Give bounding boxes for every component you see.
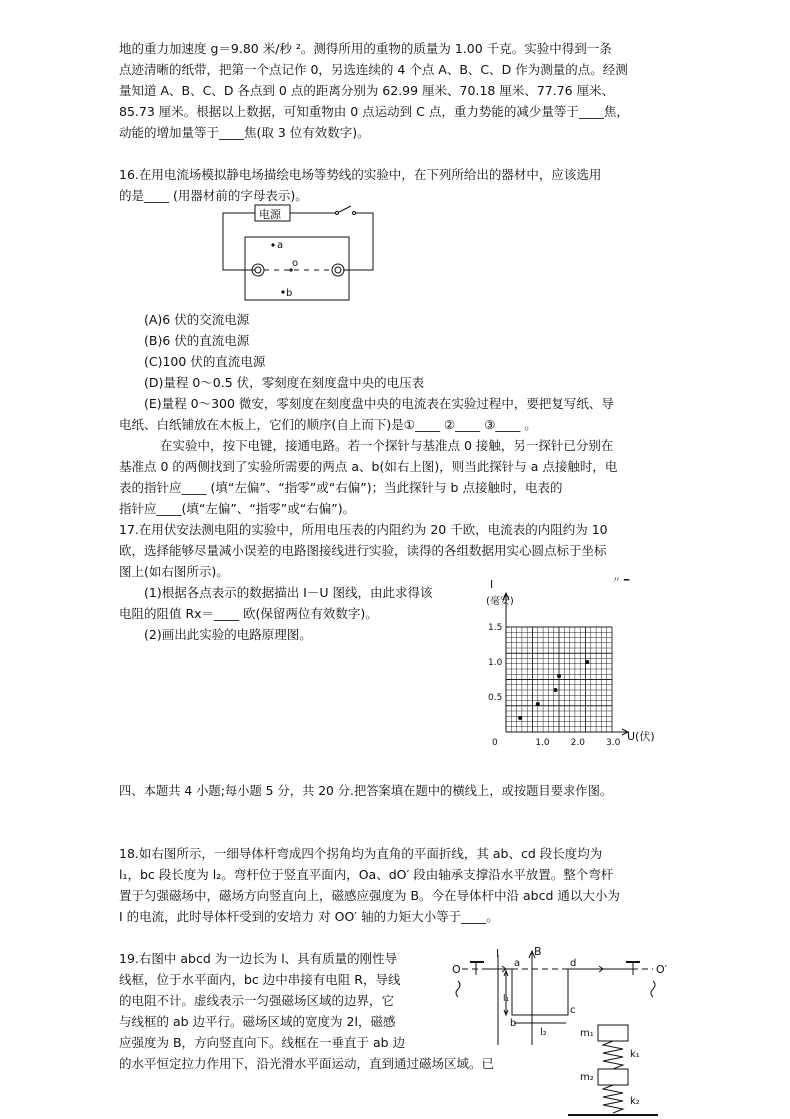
q17-line-2: 欧，选择能够尽量减小误差的电路图接线进行实验，读得的各组数据用实心圆点标于坐标 — [119, 543, 607, 558]
y-tick-label: 1.5 — [488, 623, 503, 633]
label-O: O — [452, 963, 461, 976]
switch-icon — [337, 206, 351, 213]
spring-k2 — [603, 1085, 623, 1113]
point-a-dot — [271, 243, 274, 246]
source-label: 电源 — [259, 208, 281, 221]
q15-line-5: 动能的增加量等于____焦(取 3 位有效数字)。 — [119, 125, 370, 140]
q19-line-3: 的电阻不计。虚线表示一匀强磁场区域的边界，它 — [119, 993, 395, 1008]
q18-line-2: l₁，bc 段长度为 l₂。弯杆位于竖直平面内，Oa、dO′ 段由轴承支撑沿水平放置。整个弯杆 — [119, 867, 614, 882]
q16-cont-5: 指针应____(填“左偏”、“指零”或“右偏”)。 — [119, 501, 356, 516]
q17-line-3: 图上(如右图所示)。 — [119, 564, 229, 579]
y-tick-label: 1.0 — [488, 658, 503, 668]
label-O-prime: O′ — [656, 963, 668, 976]
q16-cont-2: 在实验中，按下电键，接通电路。若一个探针与基准点 0 接触，另一探针已分别在 — [160, 438, 614, 453]
data-point — [557, 674, 561, 678]
q15-line-2: 点迹清晰的纸带，把第一个点记作 0，另选连续的 4 个点 A、B、C、D 作为测量的点。经测 — [119, 62, 628, 77]
label-a: a — [514, 958, 521, 969]
data-point — [536, 702, 540, 706]
q15-line-1: 地的重力加速度 g＝9.80 米/秒 ²。测得所用的重物的质量为 1.00 千克。实验中得到一条 — [119, 41, 612, 56]
label-I: I — [496, 947, 500, 960]
label-c: c — [570, 1005, 576, 1016]
label-B: B — [534, 945, 542, 958]
q19-line-6: 的水平恒定拉力作用下，沿光滑水平面运动，直到通过磁场区域。已 — [119, 1056, 495, 1071]
q16-line-2: 的是____ (用器材前的字母表示)。 — [119, 188, 308, 203]
data-point — [585, 660, 589, 664]
q19-line-1: 19.右图中 abcd 为一边长为 l、具有质量的刚性导 — [119, 951, 398, 966]
q18-line-4: I 的电流，此时导体杆受到的安培力 对 OO′ 轴的力矩大小等于____。 — [119, 909, 499, 924]
label-b: b — [286, 288, 293, 299]
q15-line-4: 85.73 厘米。根据以上数据，可知重物由 0 点运动到 C 点，重力势能的减少量等于____焦， — [119, 104, 629, 119]
x-axis-label: U(伏) — [627, 730, 655, 743]
bent-rod-spring-figure — [448, 945, 673, 1119]
q19-line-5: 应强度为 B，方向竖直向下。线框在一垂直于 ab 边 — [119, 1035, 406, 1050]
spring-k1 — [603, 1041, 623, 1069]
equipotential-apparatus-figure — [215, 203, 385, 308]
option-b: (B)6 伏的直流电源 — [144, 333, 250, 348]
circuit-wire — [223, 213, 255, 270]
label-m1: m₁ — [580, 1028, 594, 1039]
x-tick-label: 3.0 — [606, 738, 621, 747]
x-tick-label: 1.0 — [535, 738, 550, 747]
q18-line-3: 置于匀强磁场中，磁场方向竖直向上，磁感应强度为 B。今在导体杆中沿 abcd 通以大小为 — [119, 888, 620, 903]
q19-line-4: 与线框的 ab 边平行。磁场区域的宽度为 2l，磁感 — [119, 1014, 396, 1029]
point-b-dot — [281, 290, 284, 293]
label-l1: l₁ — [503, 994, 510, 1004]
x-tick-label: 2.0 — [570, 738, 585, 747]
label-b: b — [510, 1018, 517, 1029]
q17-sub-2: 电阻的阻值 Rx＝____ 欧(保留两位有效数字)。 — [119, 606, 378, 621]
y-tick-label: 0.5 — [488, 693, 503, 703]
q15-line-3: 量知道 A、B、C、D 各点到 0 点的距离分别为 62.99 厘米、70.18 厘米、77.76 厘米、 — [119, 83, 615, 98]
q17-line-1: 17.在用伏安法测电阻的实验中，所用电压表的内阻约为 20 千欧，电流表的内阻约为 10 — [119, 522, 608, 537]
option-c: (C)100 伏的直流电源 — [144, 354, 266, 369]
q17-sub-1: (1)根据各点表示的数据描出 I－U 图线，由此求得该 — [144, 585, 433, 600]
option-e: (E)量程 0～300 微安，零刻度在刻度盘中央的电流表在实验过程中，要把复写纸、导 — [144, 396, 614, 411]
label-l2: l₂ — [540, 1027, 547, 1038]
label-m2: m₂ — [580, 1072, 594, 1083]
option-a: (A)6 伏的交流电源 — [144, 312, 250, 327]
label-a: a — [277, 240, 284, 251]
electrode-right — [332, 264, 344, 276]
section-4-heading: 四、本题共 4 小题;每小题 5 分，共 20 分.把答案填在题中的横线上，或按题目要求作图。 — [119, 784, 613, 798]
mass-m1 — [598, 1025, 628, 1041]
q17-sub-3: (2)画出此实验的电路原理图。 — [144, 627, 312, 642]
mass-m2 — [598, 1069, 628, 1085]
chart-grid — [506, 627, 612, 732]
option-d: (D)量程 0～0.5 伏，零刻度在刻度盘中央的电压表 — [144, 375, 425, 390]
circuit-wire-right-2 — [343, 213, 373, 270]
label-d: d — [570, 958, 577, 969]
q16-line-1: 16.在用电流场模拟静电场描绘电场等势线的实验中，在下列所给出的器材中，应该选用 — [119, 167, 602, 182]
q16-cont-1: 电纸、白纸铺放在木板上，它们的顺序(自上而下)是①____ ②____ ③____ 。 — [119, 417, 537, 432]
x-tick-label: 0 — [492, 738, 498, 747]
y-axis-label: I — [490, 578, 494, 591]
label-o: o — [292, 258, 299, 269]
data-point — [553, 688, 557, 692]
q16-cont-4: 表的指针应____ (填“左偏”、“指零”或“右偏”)；当此探针与 b 点接触时，电表的 — [119, 480, 563, 495]
q18-line-1: 18.如右图所示，一细导体杆弯成四个拐角均为直角的平面折线，其 ab、cd 段长度均为 — [119, 846, 603, 861]
corner-marks: 〃 ━ — [612, 576, 630, 586]
y-axis-unit: (毫安) — [486, 596, 514, 607]
data-point — [518, 716, 522, 720]
label-k1: k₁ — [630, 1049, 640, 1060]
label-k2: k₂ — [630, 1096, 640, 1107]
q19-line-2: 线框，位于水平面内，bc 边中串接有电阻 R，导线 — [119, 972, 401, 987]
q16-cont-3: 基准点 0 的两侧找到了实验所需要的两点 a、b(如右上图)，则当此探针与 a 点接触时，电 — [119, 459, 618, 474]
iu-chart — [470, 572, 670, 747]
